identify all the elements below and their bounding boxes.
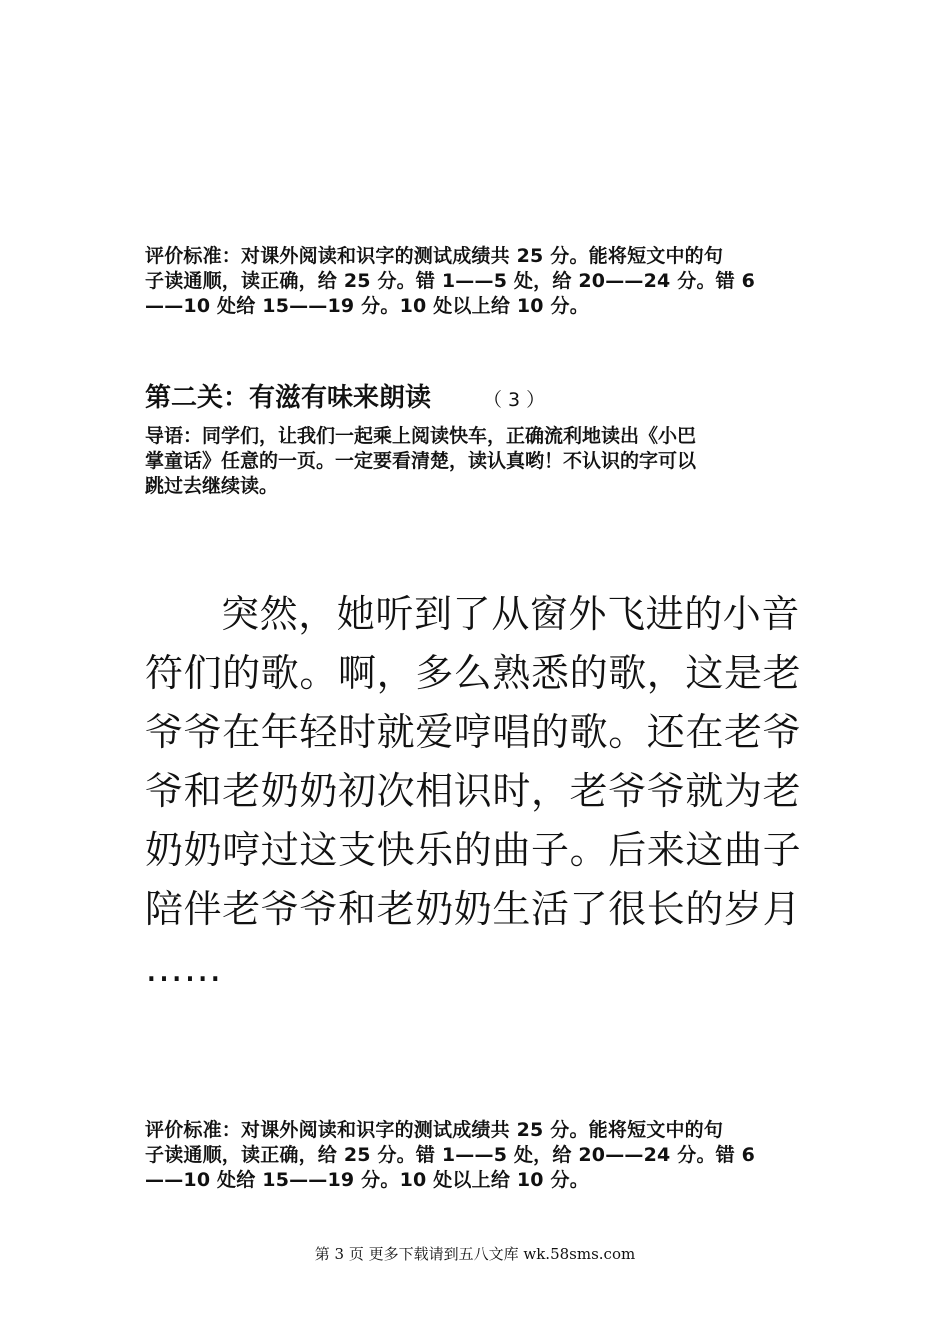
evaluation-criteria-top xyxy=(145,244,810,319)
criteria-line: ——10 处给 15——19 分。10 处以上给 10 分。 xyxy=(145,1169,589,1191)
intro-line: 跳过去继续读。 xyxy=(145,475,279,497)
section-title: 第二关：有滋有味来朗读 xyxy=(145,383,432,413)
section-heading xyxy=(145,381,810,417)
passage-line: 爷和老奶奶初次相识时，老爷爷就为老 xyxy=(145,769,802,813)
intro-line: 掌童话》任意的一页。一定要看清楚，读认真哟！不认识的字可以 xyxy=(145,450,697,472)
intro-paragraph xyxy=(145,424,810,499)
criteria-line: 评价标准：对课外阅读和识字的测试成绩共 25 分。能将短文中的句 xyxy=(145,245,724,267)
criteria-line: 子读通顺，读正确，给 25 分。错 1——5 处，给 20——24 分。错 6 xyxy=(145,1144,756,1166)
evaluation-criteria-bottom xyxy=(145,1118,810,1193)
section-number: （ 3 ） xyxy=(483,389,546,411)
criteria-line: ——10 处给 15——19 分。10 处以上给 10 分。 xyxy=(145,295,589,317)
passage-line: 爷爷在年轻时就爱哼唱的歌。还在老爷 xyxy=(145,710,802,754)
passage-line: …… xyxy=(145,946,223,990)
page-footer: 第 3 页 更多下载请到五八文库 wk.58sms.com xyxy=(314,1245,636,1263)
passage-line: 奶奶哼过这支快乐的曲子。后来这曲子 xyxy=(145,828,802,872)
criteria-line: 评价标准：对课外阅读和识字的测试成绩共 25 分。能将短文中的句 xyxy=(145,1119,724,1141)
intro-line: 导语：同学们，让我们一起乘上阅读快车，正确流利地读出《小巴 xyxy=(145,425,697,447)
passage-line: 符们的歌。啊，多么熟悉的歌，这是老 xyxy=(145,651,802,695)
reading-passage xyxy=(145,585,810,998)
passage-line: 突然，她听到了从窗外飞进的小音 xyxy=(221,592,801,636)
criteria-line: 子读通顺，读正确，给 25 分。错 1——5 处，给 20——24 分。错 6 xyxy=(145,270,756,292)
passage-line: 陪伴老爷爷和老奶奶生活了很长的岁月 xyxy=(145,887,802,931)
